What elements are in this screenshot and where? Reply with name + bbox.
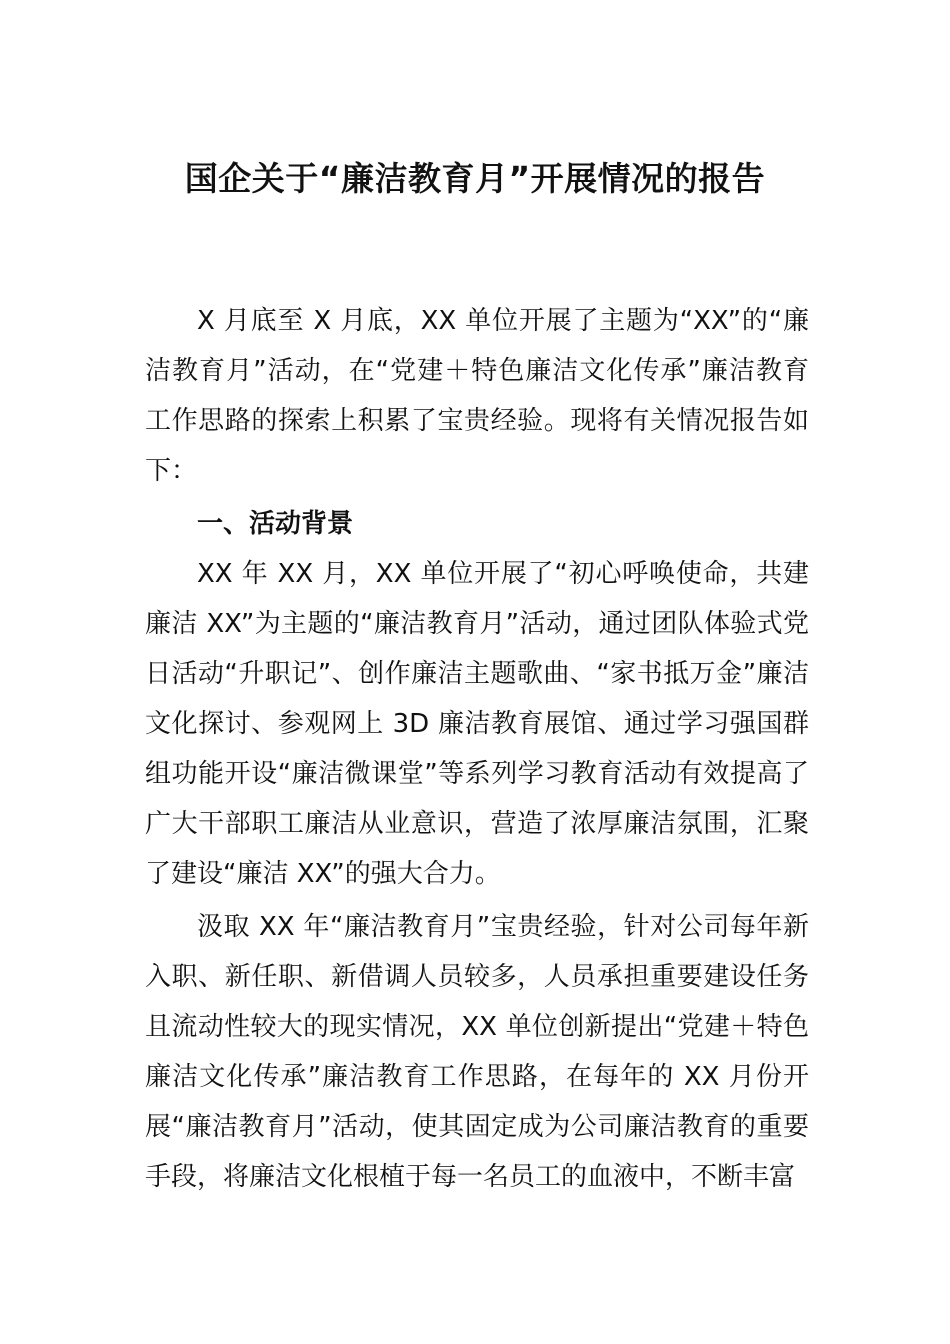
intro-paragraph: X 月底至 X 月底，XX 单位开展了主题为“XX”的“廉洁教育月”活动，在“党建＋特色廉洁文化传承”廉洁教育工作思路的探索上积累了宝贵经验。现将有关情况报告如下： [145,306,809,486]
background-paragraph-1: XX 年 XX 月，XX 单位开展了“初心呼唤使命，共建廉洁 XX”为主题的“廉洁教育月”活动，通过团队体验式党日活动“升职记”、创作廉洁主题歌曲、“家书抵万金”廉洁文化探讨、参观网上 3D 廉洁教育展馆、通过学习强国群组功能开设“廉洁微课堂”等系列学习教育活动有效提高了广大干部职工廉洁从业意识，营造了浓厚廉洁氛围，汇聚了建设“廉洁 XX”的强大合力。 [145,559,809,889]
document-body [145,296,809,1202]
background-paragraph-2: 汲取 XX 年“廉洁教育月”宝贵经验，针对公司每年新入职、新任职、新借调人员较多，人员承担重要建设任务且流动性较大的现实情况，XX 单位创新提出“党建＋特色廉洁文化传承”廉洁教育工作思路，在每年的 XX 月份开展“廉洁教育月”活动，使其固定成为公司廉洁教育的重要手段，将廉洁文化根植于每一名员工的血液中，不断丰富 [145,912,809,1192]
section-heading-background: 一、活动背景 [197,509,354,539]
document-title: 国企关于“廉洁教育月”开展情况的报告 [184,159,766,198]
